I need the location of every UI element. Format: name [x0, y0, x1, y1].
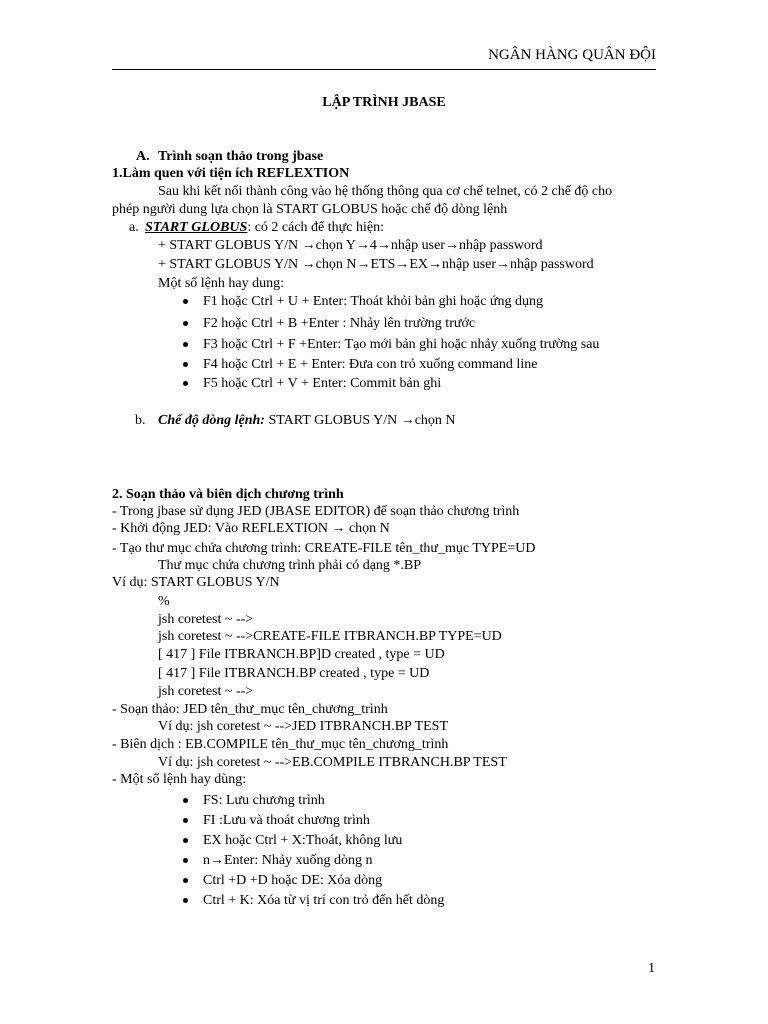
bullet [183, 818, 188, 823]
part2-line: Ví dụ: START GLOBUS Y/N [112, 575, 280, 590]
header-rule [112, 69, 656, 70]
start-globus-label: START GLOBUS [145, 220, 248, 235]
part2-line: Ví dụ: jsh coretest ~ -->EB.COMPILE ITBRANCH.BP TEST [158, 755, 507, 770]
part2-line: - Tạo thư mục chứa chương trình: CREATE-FILE tên_thư_mục TYPE=UD [112, 541, 536, 556]
bullet [183, 321, 188, 326]
start-globus-way-1: + START GLOBUS Y/N →chọn Y→4→nhập user→nhập password [158, 238, 543, 253]
bullet [183, 381, 188, 386]
part1-b-marker: b. [135, 413, 146, 428]
page-number: 1 [648, 961, 655, 976]
command-item: F1 hoặc Ctrl + U + Enter: Thoát khỏi bản ghi hoặc ứng dụng [203, 294, 544, 309]
part2-line: Thư mục chứa chương trình phải có dạng *.BP [158, 558, 422, 573]
bullet [183, 858, 188, 863]
jed-command-item: n→Enter: Nhảy xuống dòng n [203, 853, 373, 868]
bullet [183, 362, 188, 367]
bullet [183, 878, 188, 883]
part2-line: [ 417 ] File ITBRANCH.BP created , type = UD [158, 666, 430, 681]
part2-heading: 2. Soạn thảo và biên dịch chương trình [112, 487, 344, 502]
part2-line: jsh coretest ~ --> [158, 684, 254, 699]
part2-line: jsh coretest ~ -->CREATE-FILE ITBRANCH.BP TYPE=UD [158, 629, 502, 644]
command-item: F4 hoặc Ctrl + E + Enter: Đưa con trỏ xuống command line [203, 357, 538, 372]
jed-command-item: FI :Lưu và thoát chương trình [203, 813, 370, 828]
bullet [183, 798, 188, 803]
part2-line: % [158, 594, 170, 609]
page-title: LẬP TRÌNH JBASE [322, 95, 446, 110]
part1-intro-line2: phép người dung lựa chọn là START GLOBUS hoặc chế độ dòng lệnh [112, 202, 508, 217]
bullet [183, 838, 188, 843]
section-a-heading: Trình soạn thảo trong jbase [158, 149, 324, 164]
bullet [183, 299, 188, 304]
part1-a-line [145, 221, 384, 235]
part2-line: - Trong jbase sử dụng JED (JBASE EDITOR) để soạn thảo chương trình [112, 504, 520, 519]
header-org: NGÂN HÀNG QUÂN ĐỘI [488, 47, 656, 63]
part1-heading: 1.Làm quen với tiện ích REFLEXTION [112, 166, 350, 181]
section-a-marker: A. [136, 149, 150, 164]
jed-command-item: Ctrl +D +D hoặc DE: Xóa dòng [203, 873, 383, 888]
part2-line: - Khởi động JED: Vào REFLEXTION → chọn N [112, 521, 390, 536]
part1-intro-line1: Sau khi kết nối thành công vào hệ thống thông qua cơ chế telnet, có 2 chế độ cho [158, 184, 613, 199]
command-item: F5 hoặc Ctrl + V + Enter: Commit bản ghi [203, 376, 442, 391]
part2-line: [ 417 ] File ITBRANCH.BP]D created , type = UD [158, 647, 445, 662]
command-item: F2 hoặc Ctrl + B +Enter : Nhảy lên trường trước [203, 316, 476, 331]
command-item: F3 hoặc Ctrl + F +Enter: Tạo mới bản ghi hoặc nhảy xuống trường sau [203, 337, 600, 352]
part2-line: - Soạn thảo: JED tên_thư_mục tên_chương_trình [112, 702, 388, 717]
part2-line: - Biên dịch : EB.COMPILE tên_thư_mục tên_chương_trình [112, 737, 449, 752]
commands-title: Một số lệnh hay dung: [158, 276, 284, 291]
part2-line: Ví dụ: jsh coretest ~ -->JED ITBRANCH.BP TEST [158, 719, 449, 734]
command-mode-label: Chế độ dòng lệnh: [158, 413, 265, 428]
jed-command-item: FS: Lưu chương trình [203, 793, 325, 808]
part2-line: jsh coretest ~ --> [158, 612, 254, 627]
part2-line: - Một số lệnh hay dùng: [112, 772, 247, 787]
part1-b-line [158, 414, 456, 428]
jed-command-item: Ctrl + K: Xóa từ vị trí con trỏ đến hết dòng [203, 893, 445, 908]
bullet [183, 342, 188, 347]
start-globus-text: : có 2 cách để thực hiện: [247, 220, 384, 235]
part1-a-marker: a. [129, 220, 139, 235]
start-globus-way-2: + START GLOBUS Y/N →chọn N→ETS→EX→nhập user→nhập password [158, 257, 594, 272]
bullet [183, 898, 188, 903]
command-mode-text: START GLOBUS Y/N →chọn N [264, 413, 456, 428]
jed-command-item: EX hoặc Ctrl + X:Thoát, không lưu [203, 833, 403, 848]
